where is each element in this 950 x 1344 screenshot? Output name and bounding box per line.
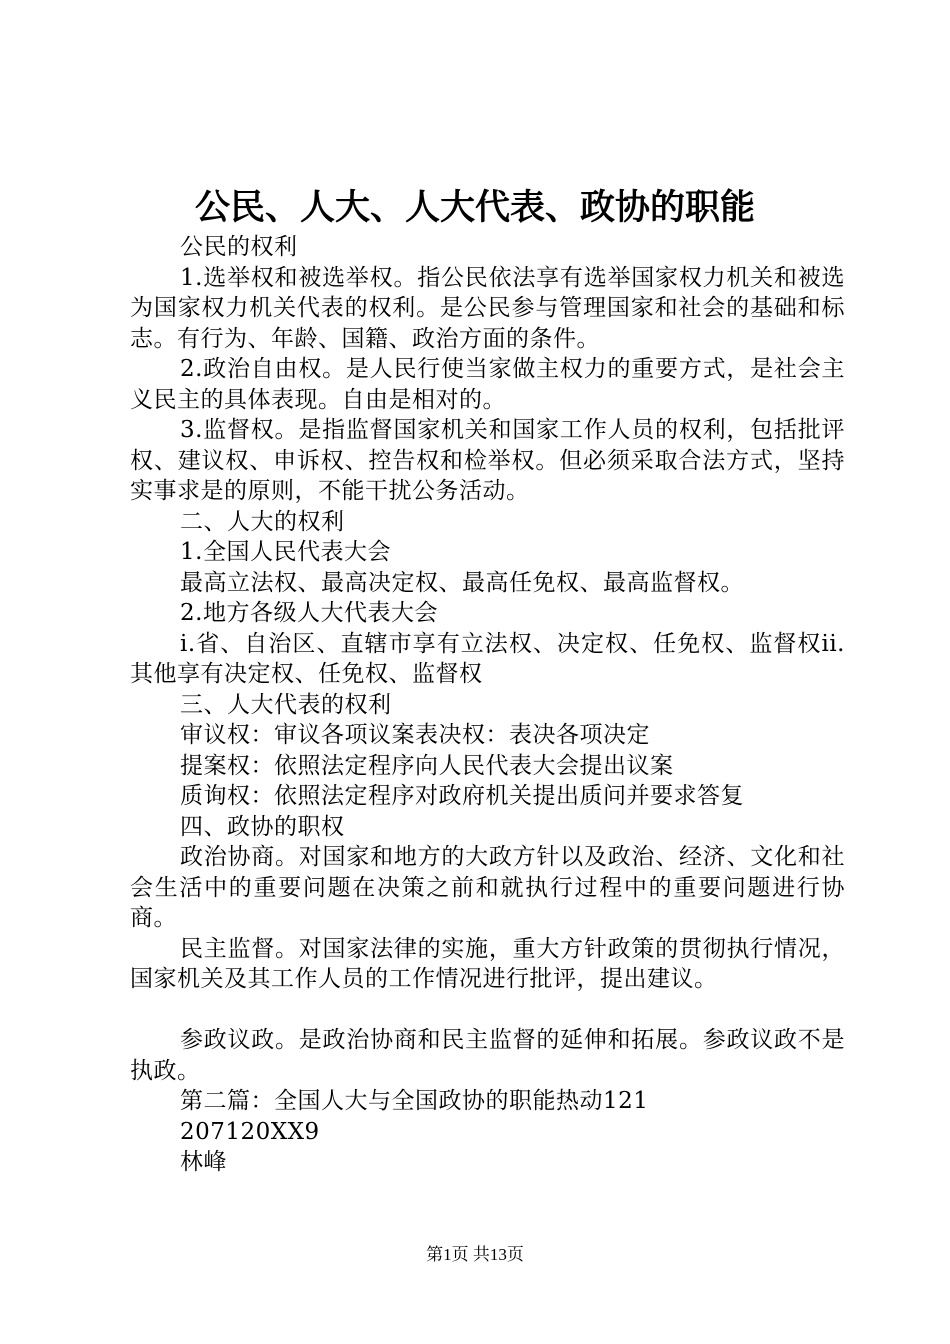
paragraph: 207120XX9 [180, 1118, 320, 1145]
paragraph: 政治协商。对国家和地方的大政方针以及政治、经济、文化和社会生活中的重要问题在决策之前和就执行过程中的重要问题进行协商。 [130, 844, 845, 931]
document-title: 公民、人大、人大代表、政协的职能 [194, 187, 755, 228]
paragraph: 质询权：依照法定程序对政府机关提出质问并要求答复 [180, 783, 744, 809]
paragraph: 林峰 [180, 1149, 227, 1175]
section-heading: 二、人大的权利 [180, 508, 345, 535]
section-heading: 三、人大代表的权利 [180, 691, 392, 718]
paragraph: 参政议政。是政治协商和民主监督的延伸和拓展。参政议政不是执政。 [130, 1027, 845, 1084]
paragraph: 3.监督权。是指监督国家机关和国家工作人员的权利，包括批评权、建议权、申诉权、控告权和检举权。但必须采取合法方式，坚持实事求是的原则，不能干扰公务活动。 [130, 417, 845, 504]
paragraph: 审议权：审议各项议案表决权：表决各项决定 [180, 722, 650, 748]
paragraph: 2.政治自由权。是人民行使当家做主权力的重要方式，是社会主义民主的具体表现。自由是相对的。 [130, 356, 845, 413]
paragraph: 1.全国人民代表大会 [180, 539, 391, 565]
page-number-footer: 第1页 共13页 [426, 1245, 524, 1264]
paragraph: i.省、自治区、直辖市享有立法权、决定权、任免权、监督权ii.其他享有决定权、任免权、监督权 [130, 630, 845, 687]
paragraph: 最高立法权、最高决定权、最高任免权、最高监督权。 [180, 569, 744, 596]
section-heading: 四、政协的职权 [180, 813, 345, 840]
document-body [130, 232, 845, 1178]
paragraph: 提案权：依照法定程序向人民代表大会提出议案 [180, 752, 674, 779]
paragraph: 1.选举权和被选举权。指公民依法享有选举国家权力机关和被选为国家权力机关代表的权利。是公民参与管理国家和社会的基础和标志。有行为、年龄、国籍、政治方面的条件。 [130, 264, 845, 352]
paragraph: 公民的权利 [180, 234, 298, 260]
paragraph: 2.地方各级人大代表大会 [180, 600, 438, 626]
paragraph: 民主监督。对国家法律的实施，重大方针政策的贯彻执行情况，国家机关及其工作人员的工作情况进行批评，提出建议。 [130, 935, 845, 992]
paragraph: 第二篇：全国人大与全国政协的职能热动121 [180, 1088, 649, 1114]
